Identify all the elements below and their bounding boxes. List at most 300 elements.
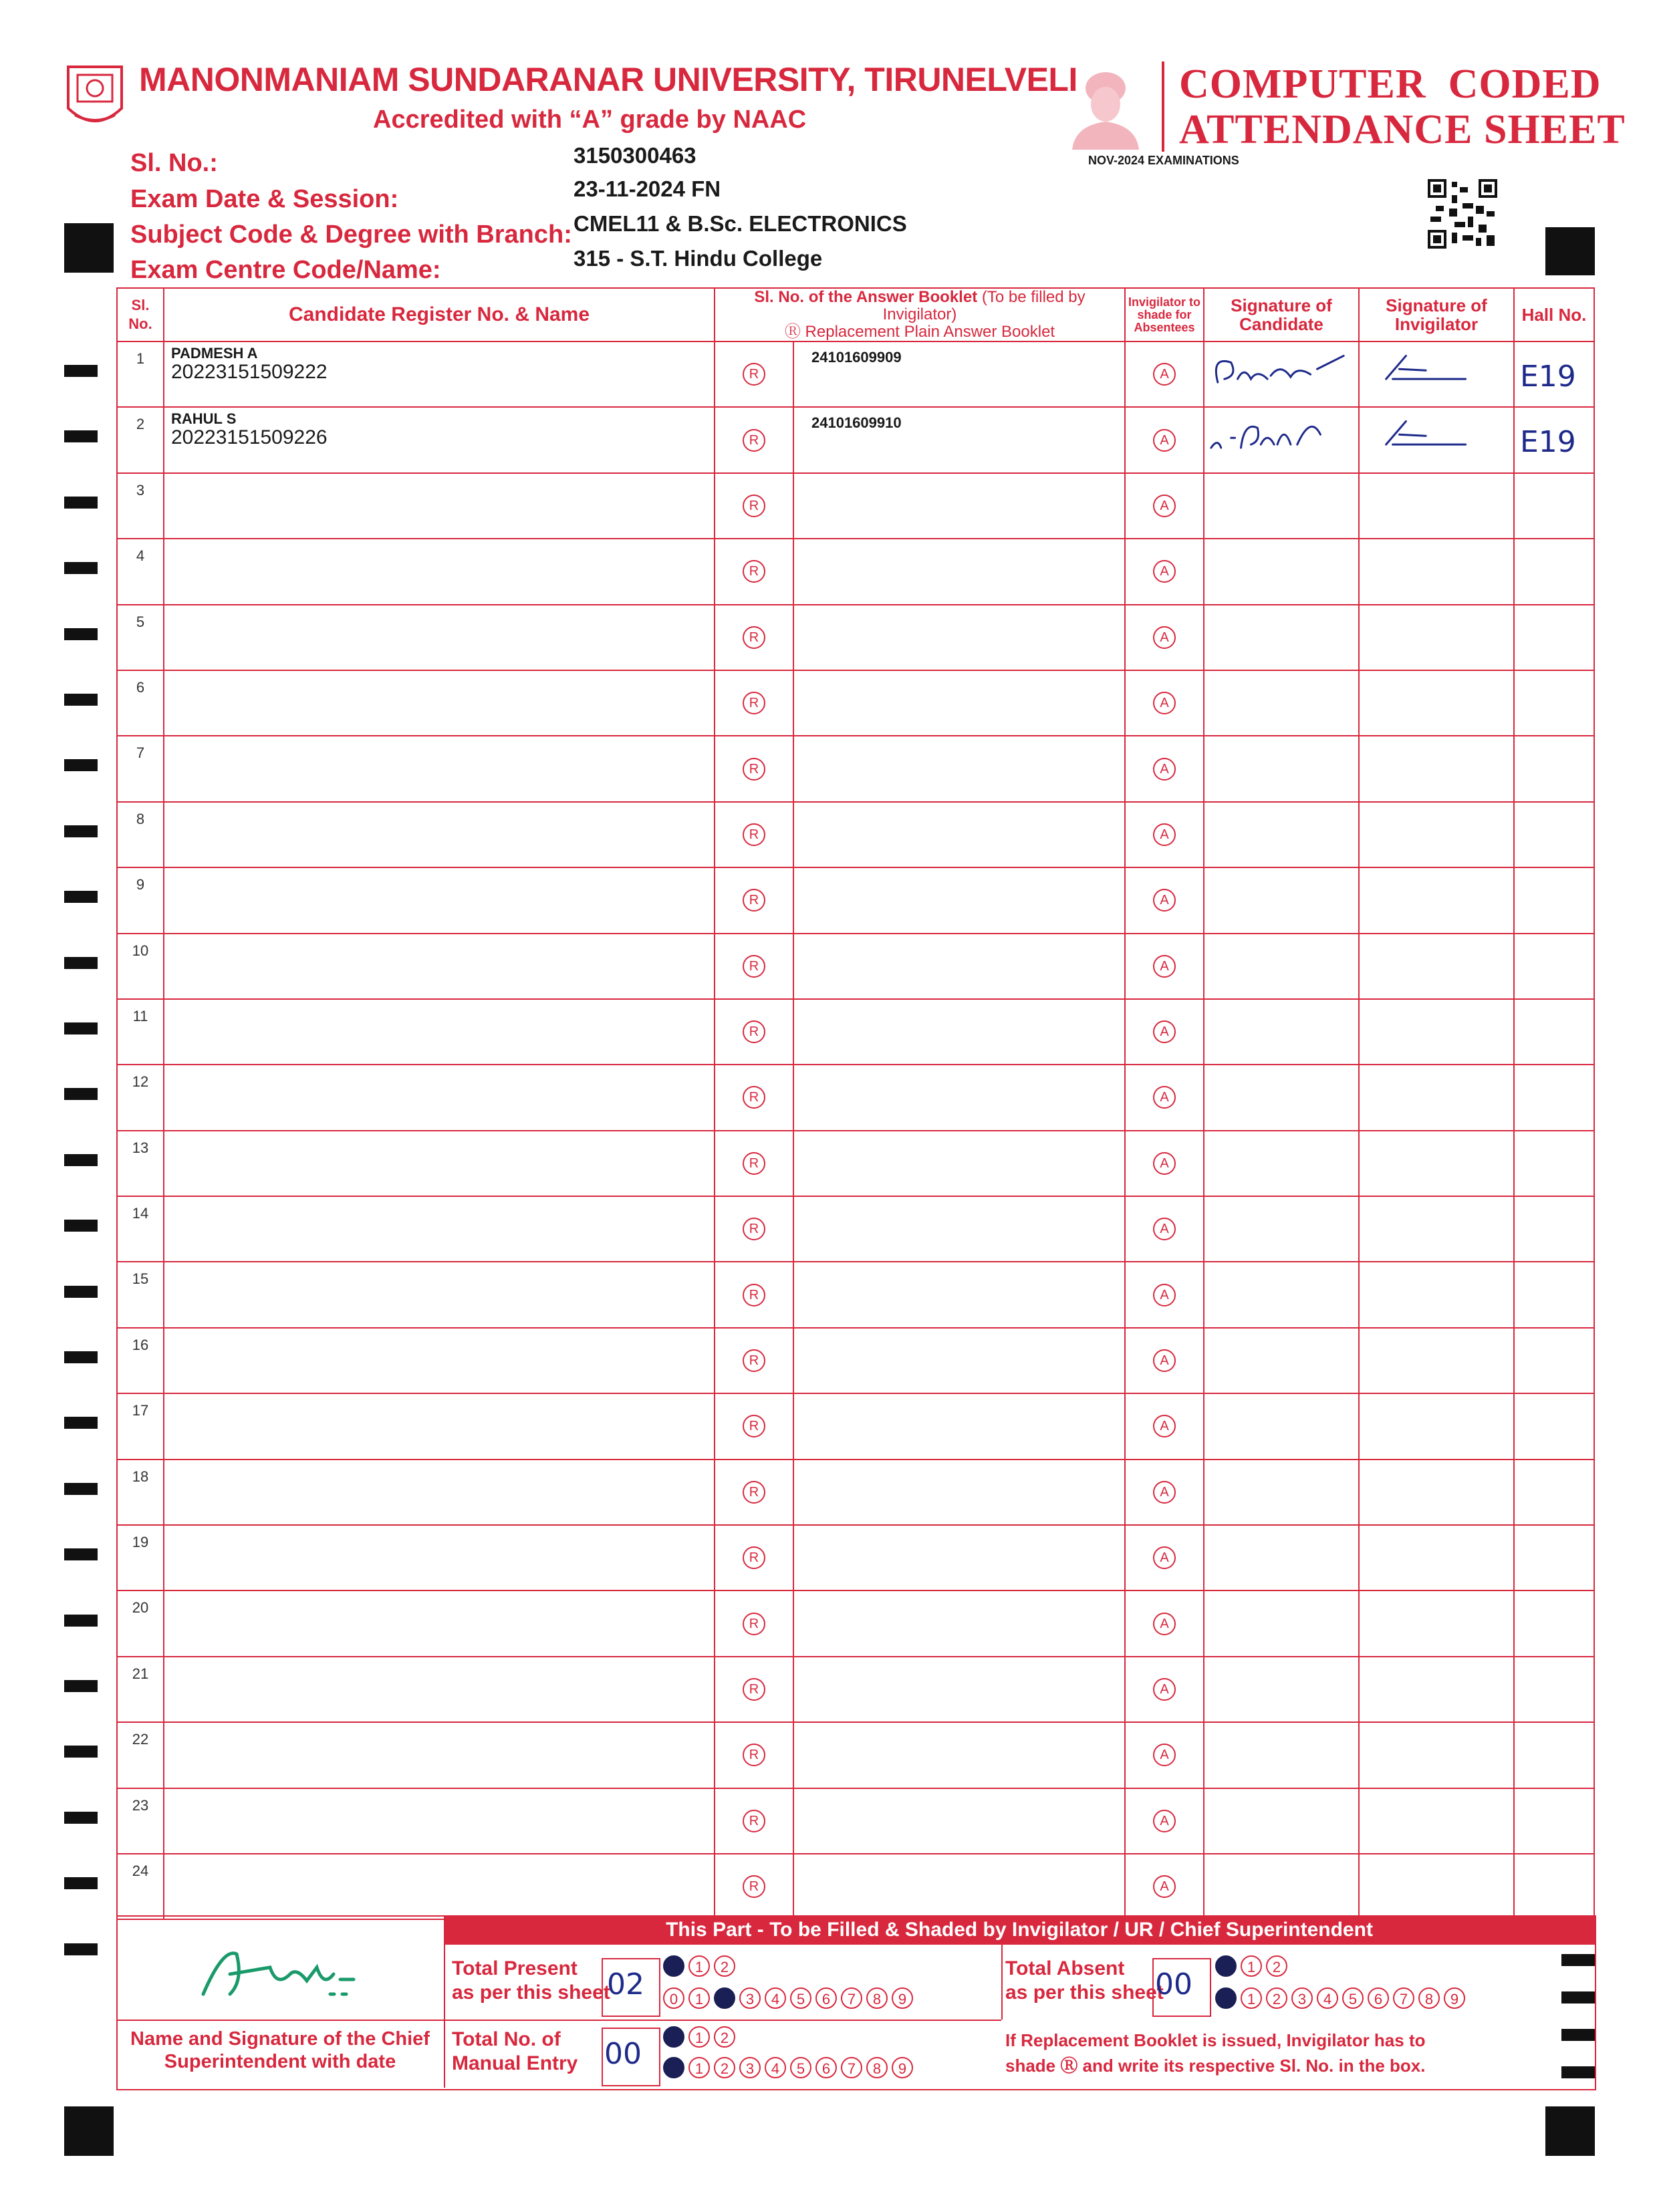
row-booklet [793,1460,1125,1525]
row-replacement [715,1657,793,1722]
row-candidate [164,1657,715,1722]
total-absent-label-2: as per this sheet [1005,1981,1164,2003]
omr-bubble-6[interactable]: 6 [1368,1987,1389,2009]
table-row [117,934,1594,999]
row-sig-candidate [1204,605,1359,670]
replacement-bubble[interactable]: R [743,1481,765,1504]
replacement-bubble[interactable]: R [743,823,765,846]
table-row [117,999,1594,1065]
row-sig-candidate [1204,1525,1359,1591]
subject-value: CMEL11 & B.Sc. ELECTRONICS [574,211,907,236]
table-row [117,1131,1594,1196]
replacement-bubble[interactable]: R [743,1349,765,1372]
row-sl-no: 12 [117,1065,164,1130]
omr-bubble-0[interactable] [663,2026,684,2048]
row-sl-no: 4 [117,539,164,604]
row-sig-invigilator [1359,999,1514,1065]
row-candidate [164,605,715,670]
row-booklet [793,1196,1125,1262]
accreditation: Accredited with “A” grade by NAAC [373,106,807,134]
row-hall [1514,1196,1594,1262]
table-row [117,802,1594,867]
omr-bubble-3[interactable]: 3 [739,1987,761,2009]
total-absent-tens [1215,1955,1287,1977]
table-row [117,407,1594,472]
row-sig-candidate [1204,1393,1359,1459]
row-hall [1514,934,1594,999]
absent-bubble[interactable]: A [1153,889,1176,912]
row-hall [1514,1854,1594,1919]
table-row [117,1393,1594,1459]
row-replacement [715,1196,793,1262]
absent-bubble[interactable]: A [1153,692,1176,714]
row-sl-no: 1 [117,341,164,407]
row-replacement [715,1722,793,1788]
title-divider [1162,61,1164,152]
omr-bubble-7[interactable]: 7 [841,2057,862,2078]
omr-bubble-4[interactable]: 4 [1317,1987,1338,2009]
omr-bubble-7[interactable]: 7 [841,1987,862,2009]
row-sl-no: 8 [117,802,164,867]
omr-bubble-5[interactable]: 5 [790,2057,811,2078]
table-row [117,670,1594,736]
row-candidate [164,1196,715,1262]
row-hall [1514,1328,1594,1393]
row-sig-candidate [1204,1788,1359,1854]
row-candidate [164,539,715,604]
row-sig-invigilator [1359,1393,1514,1459]
row-candidate [164,999,715,1065]
qr-code [1428,179,1497,249]
side-timing-mark [64,1746,98,1758]
omr-bubble-0[interactable] [1215,1955,1237,1977]
table-row [117,473,1594,539]
row-sig-candidate [1204,999,1359,1065]
side-timing-mark [64,1615,98,1627]
table-row [117,1196,1594,1262]
row-sig-invigilator [1359,867,1514,933]
row-absent [1125,802,1204,867]
row-replacement [715,670,793,736]
row-sl-no: 19 [117,1525,164,1591]
side-timing-mark [64,1680,98,1692]
row-sig-invigilator [1359,1591,1514,1656]
row-replacement [715,407,793,472]
side-timing-mark [64,1877,98,1889]
row-replacement [715,473,793,539]
row-absent [1125,670,1204,736]
table-row [117,1854,1594,1919]
sheet-title-line2: ATTENDANCE SHEET [1179,107,1626,152]
table-row [117,341,1594,407]
row-booklet [793,539,1125,604]
row-hall [1514,473,1594,539]
replacement-bubble[interactable]: R [743,758,765,781]
total-present-value: 02 [607,1967,644,2001]
manual-entry-tens [663,2026,735,2048]
manual-entry-label-1: Total No. of [452,2028,561,2050]
row-replacement [715,1262,793,1327]
row-sig-candidate [1204,539,1359,604]
row-sl-no: 20 [117,1591,164,1656]
row-sig-invigilator [1359,1328,1514,1393]
row-hall [1514,605,1594,670]
row-absent [1125,341,1204,407]
row-replacement [715,605,793,670]
row-replacement [715,1854,793,1919]
row-sig-invigilator [1359,1262,1514,1327]
row-replacement [715,341,793,407]
row-booklet [793,1262,1125,1327]
row-sig-invigilator [1359,736,1514,801]
exam-date-value: 23-11-2024 FN [574,176,721,201]
total-present-units [663,1987,913,2009]
row-sl-no: 23 [117,1788,164,1854]
omr-bubble-8[interactable]: 8 [866,2057,888,2078]
absent-bubble[interactable]: A [1153,1546,1176,1569]
omr-bubble-1[interactable]: 1 [688,2057,710,2078]
row-hall [1514,999,1594,1065]
table-row [117,1591,1594,1656]
row-hall [1514,1722,1594,1788]
table-row [117,1460,1594,1525]
col-candidate: Candidate Register No. & Name [164,288,715,341]
row-absent [1125,1788,1204,1854]
row-sl-no: 15 [117,1262,164,1327]
col-sig-candidate: Signature of Candidate [1204,288,1359,341]
chief-label: Name and Signature of the Chief Superintendent with date [130,2028,430,2072]
row-replacement [715,1591,793,1656]
row-booklet [793,1657,1125,1722]
side-timing-mark [64,825,98,837]
hdivider-mid [444,2020,1001,2021]
replacement-bubble[interactable]: R [743,626,765,649]
omr-bubble-2[interactable]: 2 [714,2026,735,2048]
table-row [117,1065,1594,1130]
side-timing-mark [64,957,98,969]
row-sig-candidate [1204,407,1359,472]
absent-bubble[interactable]: A [1153,1284,1176,1306]
timing-mark-top-right [1545,227,1595,275]
absent-bubble[interactable]: A [1153,363,1176,386]
omr-bubble-0[interactable] [663,2057,684,2078]
side-timing-mark [64,1088,98,1100]
row-absent [1125,605,1204,670]
absent-bubble[interactable]: A [1153,1020,1176,1043]
row-absent [1125,539,1204,604]
bottom-section [116,1915,1596,2090]
omr-bubble-7[interactable]: 7 [1393,1987,1414,2009]
row-sig-invigilator [1359,802,1514,867]
row-sig-candidate [1204,1854,1359,1919]
omr-bubble-4[interactable]: 4 [765,1987,786,2009]
timing-mark-bottom-right [1545,2106,1595,2156]
row-sig-invigilator [1359,341,1514,407]
row-replacement [715,1393,793,1459]
side-timing-mark [64,1548,98,1560]
replacement-bubble[interactable]: R [743,560,765,583]
omr-bubble-2[interactable]: 2 [1266,1955,1287,1977]
row-booklet [793,473,1125,539]
replacement-bubble[interactable]: R [743,1415,765,1437]
hall-no: E19 [1520,425,1576,460]
replacement-bubble[interactable]: R [743,955,765,978]
omr-bubble-2[interactable]: 2 [714,2057,735,2078]
row-sig-candidate [1204,473,1359,539]
omr-bubble-4[interactable]: 4 [765,2057,786,2078]
omr-bubble-0[interactable] [1215,1987,1237,2009]
row-candidate [164,407,715,472]
absent-bubble[interactable]: A [1153,758,1176,781]
booklet-no: 24101609910 [811,414,902,432]
row-absent [1125,1591,1204,1656]
subject-label: Subject Code & Degree with Branch: [130,221,572,249]
table-row [117,605,1594,670]
row-hall [1514,736,1594,801]
replacement-note [1005,2028,1426,2078]
row-candidate [164,1262,715,1327]
sl-no-value: 3150300463 [574,143,696,168]
total-absent-units [1215,1987,1465,2009]
side-timing-mark [64,1220,98,1232]
row-absent [1125,1131,1204,1196]
row-sig-invigilator [1359,1196,1514,1262]
row-candidate [164,867,715,933]
row-sl-no: 14 [117,1196,164,1262]
omr-bubble-9[interactable]: 9 [1444,1987,1465,2009]
timing-mark-bottom-left [64,2106,114,2156]
row-sig-candidate [1204,1722,1359,1788]
row-hall [1514,1131,1594,1196]
row-sl-no: 21 [117,1657,164,1722]
replacement-bubble[interactable]: R [743,429,765,452]
row-hall [1514,802,1594,867]
row-sl-no: 10 [117,934,164,999]
row-sl-no: 11 [117,999,164,1065]
row-absent [1125,1196,1204,1262]
side-timing-mark [64,891,98,903]
omr-bubble-2[interactable]: 2 [1266,1987,1287,2009]
row-hall [1514,1460,1594,1525]
exam-date-label: Exam Date & Session: [130,185,399,213]
row-booklet [793,670,1125,736]
total-present-tens [663,1955,735,1977]
side-timing-mark [64,1351,98,1363]
row-candidate [164,473,715,539]
row-replacement [715,1788,793,1854]
manual-entry-units [663,2057,913,2078]
replacement-bubble[interactable]: R [743,889,765,912]
row-hall [1514,670,1594,736]
row-sl-no: 2 [117,407,164,472]
vdivider-1 [444,1915,445,2088]
total-present-label-2: as per this sheet [452,1981,610,2003]
row-sig-candidate [1204,670,1359,736]
absent-bubble[interactable]: A [1153,1086,1176,1109]
absent-bubble[interactable]: A [1153,1152,1176,1175]
row-candidate [164,934,715,999]
replacement-bubble[interactable]: R [743,1678,765,1701]
omr-bubble-8[interactable]: 8 [1418,1987,1440,2009]
table-row [117,1788,1594,1854]
absent-bubble[interactable]: A [1153,1678,1176,1701]
attendance-table [116,287,1595,1920]
absent-bubble[interactable]: A [1153,1613,1176,1635]
row-replacement [715,867,793,933]
absent-bubble[interactable]: A [1153,1481,1176,1504]
candidate-name: PADMESH A [171,345,258,362]
absent-bubble[interactable]: A [1153,626,1176,649]
row-absent [1125,1854,1204,1919]
omr-bubble-6[interactable]: 6 [815,1987,837,2009]
row-booklet [793,802,1125,867]
row-sl-no: 22 [117,1722,164,1788]
col-booklet [715,288,1125,341]
row-sl-no: 7 [117,736,164,801]
replacement-bubble[interactable]: R [743,1020,765,1043]
row-sig-candidate [1204,1657,1359,1722]
replacement-bubble[interactable]: R [743,1546,765,1569]
absent-bubble[interactable]: A [1153,1810,1176,1832]
total-absent-label [1005,1957,1164,2005]
omr-bubble-0[interactable] [663,1955,684,1977]
omr-bubble-5[interactable]: 5 [790,1987,811,2009]
total-present-label-1: Total Present [452,1957,578,1979]
absent-bubble[interactable]: A [1153,823,1176,846]
omr-bubble-3[interactable]: 3 [739,2057,761,2078]
centre-value: 315 - S.T. Hindu College [574,246,823,271]
row-booklet [793,1591,1125,1656]
table-row [117,539,1594,604]
candidate-name: RAHUL S [171,410,237,428]
row-absent [1125,473,1204,539]
omr-bubble-5[interactable]: 5 [1342,1987,1364,2009]
omr-bubble-1[interactable]: 1 [688,1987,710,2009]
replacement-bubble[interactable]: R [743,1218,765,1240]
replacement-bubble[interactable]: R [743,1810,765,1832]
omr-bubble-1[interactable]: 1 [688,2026,710,2048]
row-sl-no: 9 [117,867,164,933]
row-candidate [164,1722,715,1788]
row-booklet [793,999,1125,1065]
row-sig-invigilator [1359,1722,1514,1788]
replacement-bubble[interactable]: R [743,692,765,714]
row-candidate [164,1065,715,1130]
row-absent [1125,407,1204,472]
omr-bubble-0[interactable]: 0 [663,1987,684,2009]
absent-bubble[interactable]: A [1153,1744,1176,1766]
absent-bubble[interactable]: A [1153,560,1176,583]
omr-bubble-3[interactable]: 3 [1291,1987,1313,2009]
row-absent [1125,1065,1204,1130]
table-row [117,1657,1594,1722]
col-booklet-sub: Ⓡ Replacement Plain Answer Booklet [784,323,1055,341]
hall-no: E19 [1520,360,1576,394]
university-logo [61,61,128,136]
omr-bubble-8[interactable]: 8 [866,1987,888,2009]
side-timing-mark [64,628,98,640]
absent-bubble[interactable]: A [1153,1415,1176,1437]
side-timing-mark [64,497,98,509]
row-replacement [715,736,793,801]
side-timing-mark [64,430,98,442]
row-sl-no: 16 [117,1328,164,1393]
row-candidate [164,670,715,736]
row-candidate [164,802,715,867]
replacement-bubble[interactable]: R [743,1086,765,1109]
row-sl-no: 5 [117,605,164,670]
omr-bubble-9[interactable]: 9 [892,2057,913,2078]
side-timing-mark [64,1286,98,1298]
row-booklet [793,407,1125,472]
col-sl-no: Sl. No. [117,288,164,341]
invigilator-signature [1360,408,1513,472]
replacement-bubble[interactable]: R [743,1284,765,1306]
replacement-bubble[interactable]: R [743,1152,765,1175]
row-hall [1514,1657,1594,1722]
row-booklet [793,1854,1125,1919]
side-timing-mark [64,562,98,574]
replacement-bubble[interactable]: R [743,1744,765,1766]
row-hall [1514,1065,1594,1130]
row-booklet [793,867,1125,933]
absent-bubble[interactable]: A [1153,955,1176,978]
row-hall [1514,539,1594,604]
candidate-register-no: 20223151509222 [171,361,328,383]
row-sl-no: 17 [117,1393,164,1459]
row-booklet [793,1328,1125,1393]
row-sig-candidate [1204,736,1359,801]
replacement-bubble[interactable]: R [743,1613,765,1635]
absent-bubble[interactable]: A [1153,1875,1176,1898]
row-hall [1514,407,1594,472]
replacement-bubble[interactable]: R [743,363,765,386]
row-sig-invigilator [1359,1065,1514,1130]
side-timing-mark [64,1417,98,1429]
omr-bubble-9[interactable]: 9 [892,1987,913,2009]
row-sl-no: 6 [117,670,164,736]
omr-bubble-1[interactable]: 1 [688,1955,710,1977]
absent-bubble[interactable]: A [1153,1349,1176,1372]
row-booklet [793,736,1125,801]
omr-bubble-2[interactable]: 2 [714,1955,735,1977]
row-sig-candidate [1204,1065,1359,1130]
absent-bubble[interactable]: A [1153,429,1176,452]
row-absent [1125,1460,1204,1525]
sheet-title [1179,61,1626,152]
absent-bubble[interactable]: A [1153,1218,1176,1240]
row-replacement [715,1131,793,1196]
row-candidate [164,1591,715,1656]
row-hall [1514,341,1594,407]
absent-bubble[interactable]: A [1153,495,1176,517]
row-sig-invigilator [1359,1657,1514,1722]
side-timing-mark [64,365,98,377]
row-replacement [715,1460,793,1525]
omr-bubble-1[interactable]: 1 [1241,1987,1262,2009]
row-sig-candidate [1204,1591,1359,1656]
table-row [117,1262,1594,1327]
total-absent-label-1: Total Absent [1005,1957,1125,1979]
omr-bubble-6[interactable]: 6 [815,2057,837,2078]
omr-bubble-2[interactable] [714,1987,735,2009]
row-booklet [793,1131,1125,1196]
row-sig-invigilator [1359,539,1514,604]
replacement-bubble[interactable]: R [743,1875,765,1898]
replacement-bubble[interactable]: R [743,495,765,517]
sheet-title-line1: COMPUTER CODED [1179,61,1602,107]
omr-bubble-1[interactable]: 1 [1241,1955,1262,1977]
